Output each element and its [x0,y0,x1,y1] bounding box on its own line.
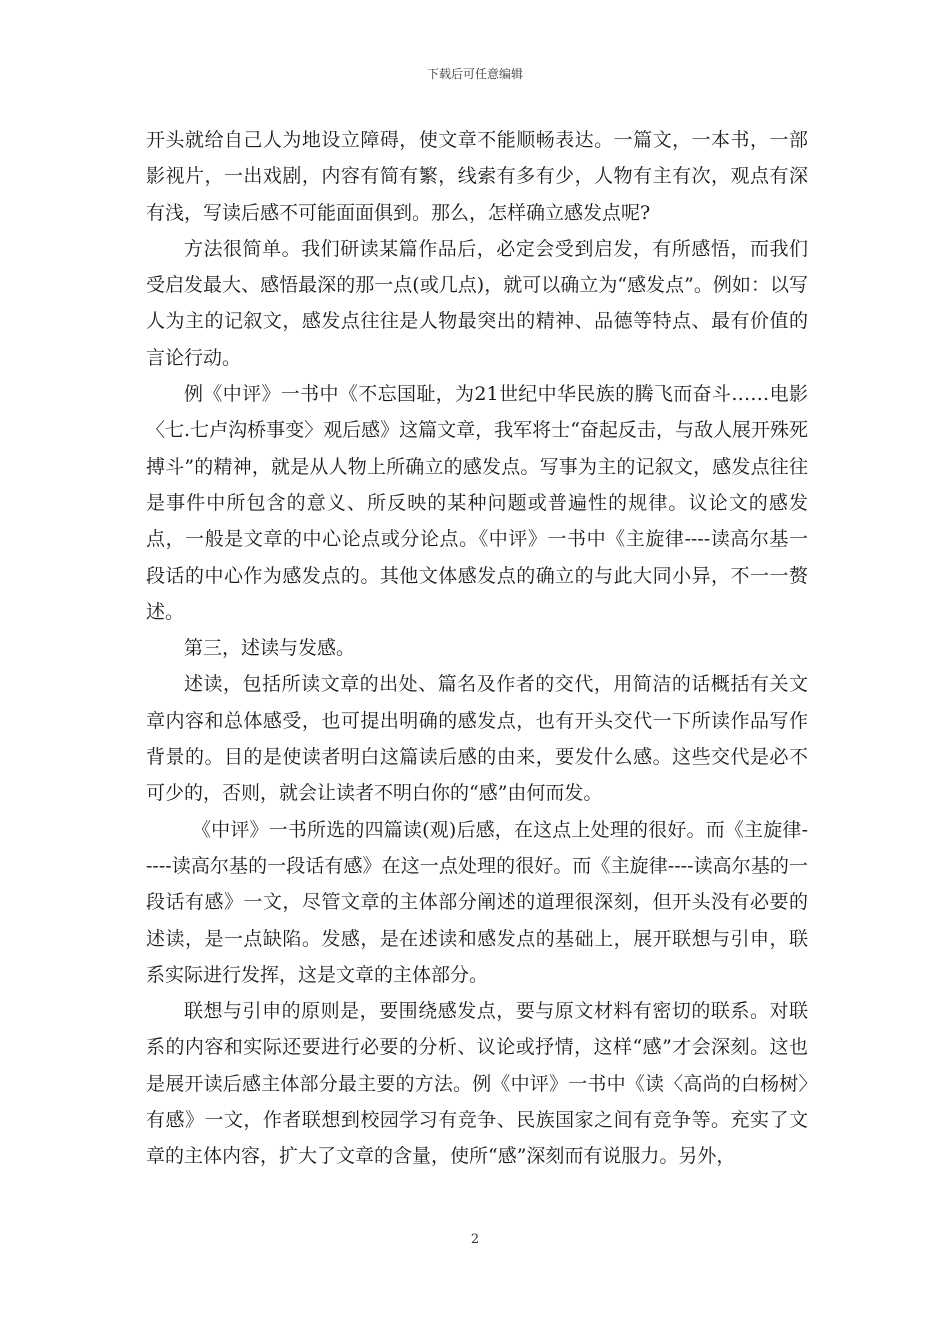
paragraph-5: 《中评》一书所选的四篇读(观)后感，在这点上处理的很好。而《主旋律-----读高尔基的一段话有感》在这一点处理的很好。而《主旋律----读高尔基的一段话有感》一文，尽管文章的主体部分阐述的道理很深刻，但开头没有必要的述读，是一点缺陷。发感，是在述读和感发点的基础上，展开联想与引申，联系实际进行发挥，这是文章的主体部分。 [146,818,808,986]
paragraph-1: 开头就给自己人为地设立障碍，使文章不能顺畅表达。一篇文，一本书，一部影视片，一出戏剧，内容有简有繁，线索有多有少，人物有主有次，观点有深有浅，写读后感不可能面面俱到。那么，怎样确立感发点呢? [146,129,808,224]
page-number: 2 [470,1232,480,1247]
paragraph-4: 述读，包括所读文章的出处、篇名及作者的交代，用简洁的话概括有关文章内容和总体感受，也可提出明确的感发点，也有开头交代一下所读作品写作背景的。目的是使读者明白这篇读后感的由来，要发什么感。这些交代是必不可少的，否则，就会让读者不明白你的“感”由何而发。 [146,673,808,805]
paragraph-2: 方法很简单。我们研读某篇作品后，必定会受到启发，有所感悟，而我们受启发最大、感悟最深的那一点(或几点)，就可以确立为“感发点”。例如：以写人为主的记叙文，感发点往往是人物最突出的精神、品德等特点、最有价值的言论行动。 [146,237,808,369]
paragraph-6: 联想与引申的原则是，要围绕感发点，要与原文材料有密切的联系。对联系的内容和实际还要进行必要的分析、议论或抒情，这样“感”才会深刻。这也是展开读后感主体部分最主要的方法。例《中评》一书中《读〈高尚的白杨树〉有感》一文，作者联想到校园学习有竞争、民族国家之间有竞争等。充实了文章的主体内容，扩大了文章的含量，使所“感”深刻而有说服力。另外， [146,1000,808,1168]
page-header: 下载后可任意编辑 [426,67,523,81]
section-heading: 第三，述读与发感。 [184,637,356,660]
document-body [146,122,808,1175]
paragraph-3: 例《中评》一书中《不忘国耻，为21世纪中华民族的腾飞而奋斗……电影〈七.七卢沟桥事变〉观后感》这篇文章，我军将士“奋起反击，与敌人展开殊死搏斗”的精神，就是从人物上所确立的感发点。写事为主的记叙文，感发点往往是事件中所包含的意义、所反映的某种问题或普遍性的规律。议论文的感发点，一般是文章的中心论点或分论点。《中评》一书中《主旋律----读高尔基一段话的中心作为感发点的。其他文体感发点的确立的与此大同小异，不一一赘述。 [146,383,808,623]
